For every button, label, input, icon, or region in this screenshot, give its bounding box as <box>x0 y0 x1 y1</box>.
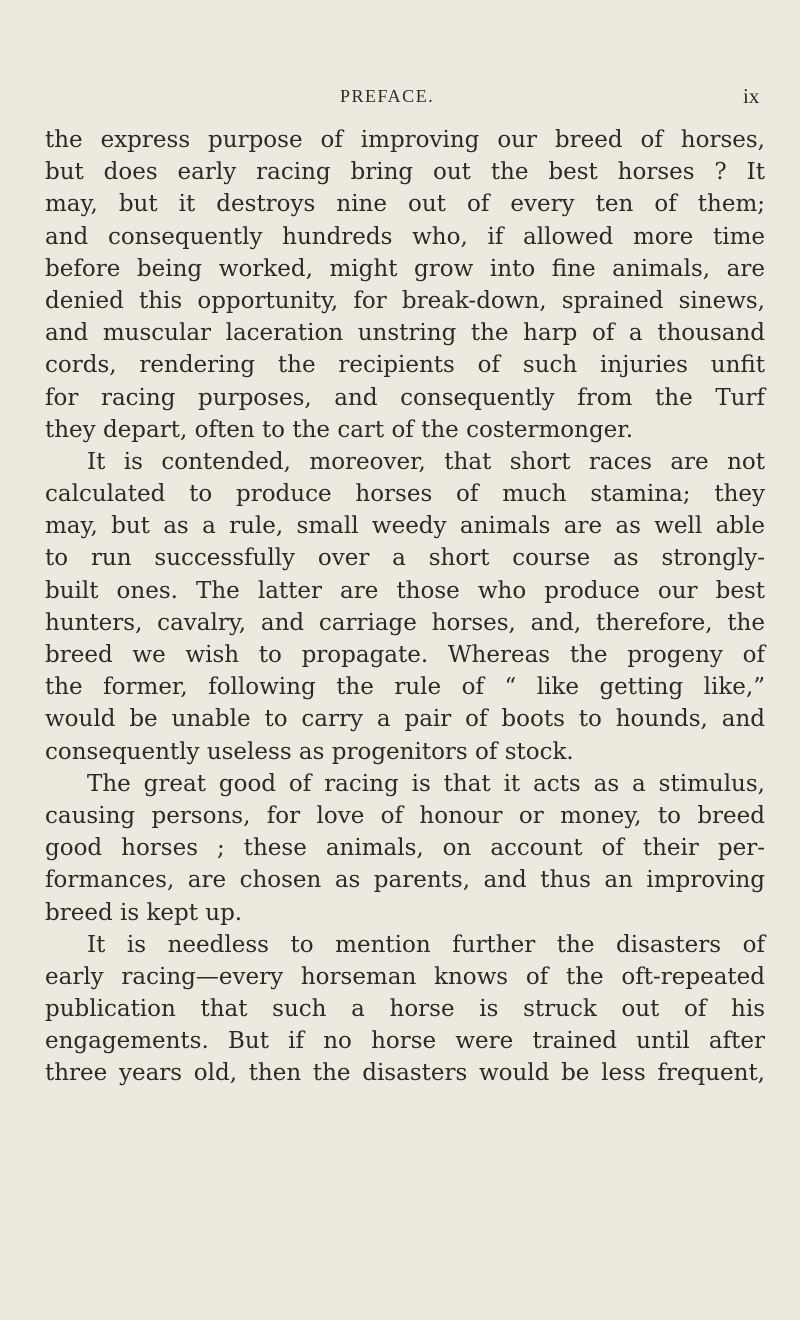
paragraph-first-line: It is needless to mention further the disasters of <box>87 931 765 958</box>
body-text <box>45 124 765 1090</box>
text-line: for racing purposes, and consequently from the Turf <box>45 384 765 411</box>
text-line: the express purpose of improving our breed of horses, <box>45 127 765 153</box>
text-line: publication that such a horse is struck out of his <box>45 996 765 1023</box>
text-line: but does early racing bring out the best horses ? It <box>45 159 765 186</box>
paragraph-first-line: It is contended, moreover, that short races are not <box>87 448 765 475</box>
running-head <box>0 86 800 110</box>
text-line: to run successfully over a short course as strongly- <box>45 545 765 572</box>
text-line: early racing—every horseman knows of the oft-repeated <box>45 963 765 990</box>
text-line: hunters, cavalry, and carriage horses, and, therefore, the <box>45 609 765 636</box>
text-line: cords, rendering the recipients of such injuries unfit <box>45 352 765 379</box>
page-number: ix <box>743 84 760 108</box>
text-line: built ones. The latter are those who produce our best <box>45 577 765 604</box>
text-line: causing persons, for love of honour or money, to breed <box>45 802 765 829</box>
text-line: may, but as a rule, small weedy animals are as well able <box>45 513 765 540</box>
text-line: denied this opportunity, for break-down, sprained sinews, <box>45 287 765 314</box>
paragraph-first-line: The great good of racing is that it acts as a stimulus, <box>87 770 765 797</box>
text-line: they depart, often to the cart of the costermonger. <box>45 416 634 443</box>
text-line: and muscular laceration unstring the harp of a thousand <box>45 320 765 347</box>
text-line: before being worked, might grow into fine animals, are <box>45 255 765 282</box>
text-line: consequently useless as progenitors of stock. <box>45 738 574 765</box>
text-line: engagements. But if no horse were trained until after <box>45 1028 765 1055</box>
text-line: formances, are chosen as parents, and thus an improving <box>45 867 765 894</box>
text-line: good horses ; these animals, on account of their per- <box>45 835 765 862</box>
text-line: breed is kept up. <box>45 899 243 926</box>
text-line: three years old, then the disasters would be less frequent, <box>45 1060 765 1087</box>
text-line: calculated to produce horses of much stamina; they <box>45 481 765 508</box>
text-line: and consequently hundreds who, if allowed more time <box>45 223 765 250</box>
text-line: breed we wish to propagate. Whereas the progeny of <box>45 642 765 668</box>
running-title: PREFACE. <box>340 86 435 106</box>
text-line: may, but it destroys nine out of every ten of them; <box>45 191 765 218</box>
text-line: would be unable to carry a pair of boots to hounds, and <box>45 706 765 733</box>
text-line: the former, following the rule of “ like getting like,” <box>45 674 765 701</box>
